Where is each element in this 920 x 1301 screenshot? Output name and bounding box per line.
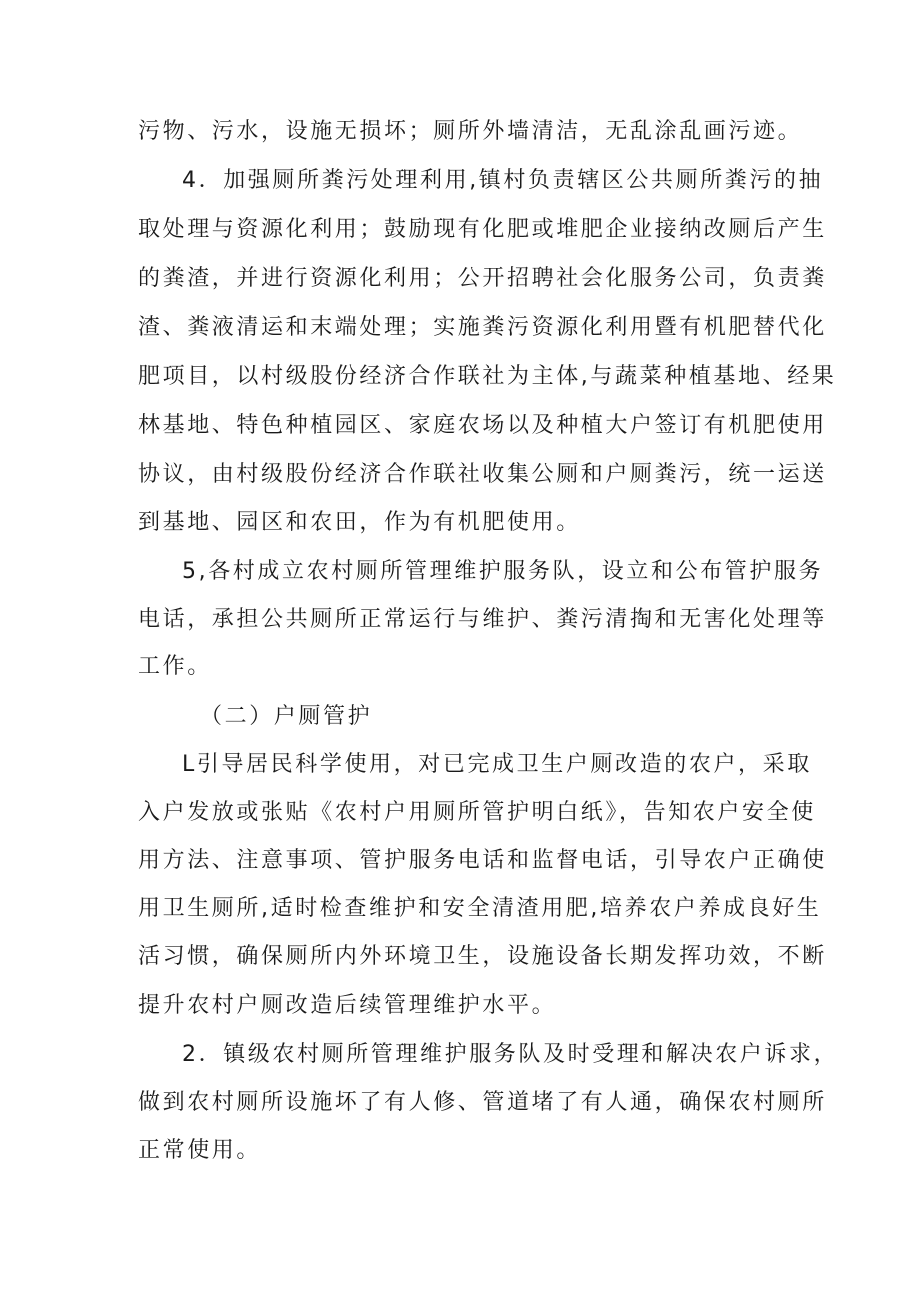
paragraph-line: 肥项目，以村级股份经济合作联社为主体,与蔬菜种植基地、经果 — [138, 364, 837, 389]
paragraph-line: 5,各村成立农村厕所管理维护服务队，设立和公布管护服务 — [182, 559, 824, 584]
paragraph-line: 的粪渣，并进行资源化利用；公开招聘社会化服务公司，负责粪 — [138, 266, 827, 291]
paragraph-line: 活习惯，确保厕所内外环境卫生，设施设备长期发挥功效，不断 — [138, 944, 827, 969]
paragraph-line: 取处理与资源化利用；鼓励现有化肥或堆肥企业接纳改厕后产生 — [138, 217, 827, 242]
section-heading: （二）户厕管护 — [200, 704, 373, 729]
paragraph-line: 电话，承担公共厕所正常运行与维护、粪污清掏和无害化处理等 — [138, 607, 827, 632]
paragraph-line: 做到农村厕所设施坏了有人修、管道堵了有人通，确保农村厕所 — [138, 1090, 827, 1115]
paragraph-line: 入户发放或张贴《农村户用厕所管护明白纸》，告知农户安全使 — [138, 800, 816, 825]
paragraph-line: 提升农村户厕改造后续管理维护水平。 — [138, 993, 557, 1018]
paragraph-line: 到基地、园区和农田，作为有机肥使用。 — [138, 510, 581, 535]
paragraph-line: 用方法、注意事项、管护服务电话和监督电话，引导农户正确使 — [138, 848, 827, 873]
paragraph-line: L引导居民科学使用，对已完成卫生户厕改造的农户，采取 — [182, 752, 812, 777]
paragraph-line: 林基地、特色种植园区、家庭农场以及种植大户签订有机肥使用 — [138, 413, 827, 438]
paragraph-line: 2．镇级农村厕所管理维护服务队及时受理和解决农户诉求， — [182, 1042, 839, 1067]
paragraph-line: 工作。 — [138, 654, 212, 679]
paragraph-line: 4．加强厕所粪污处理利用,镇村负责辖区公共厕所粪污的抽 — [182, 168, 824, 193]
paragraph-line: 正常使用。 — [138, 1138, 262, 1163]
paragraph-line: 用卫生厕所,适时检查维护和安全清渣用肥,培养农户养成良好生 — [138, 896, 822, 921]
paragraph-line: 协议，由村级股份经济合作联社收集公厕和户厕粪污，统一运送 — [138, 462, 827, 487]
paragraph-line: 污物、污水，设施无损坏；厕所外墙清洁，无乱涂乱画污迹。 — [138, 119, 803, 144]
paragraph-line: 渣、粪液清运和末端处理；实施粪污资源化利用暨有机肥替代化 — [138, 315, 827, 340]
